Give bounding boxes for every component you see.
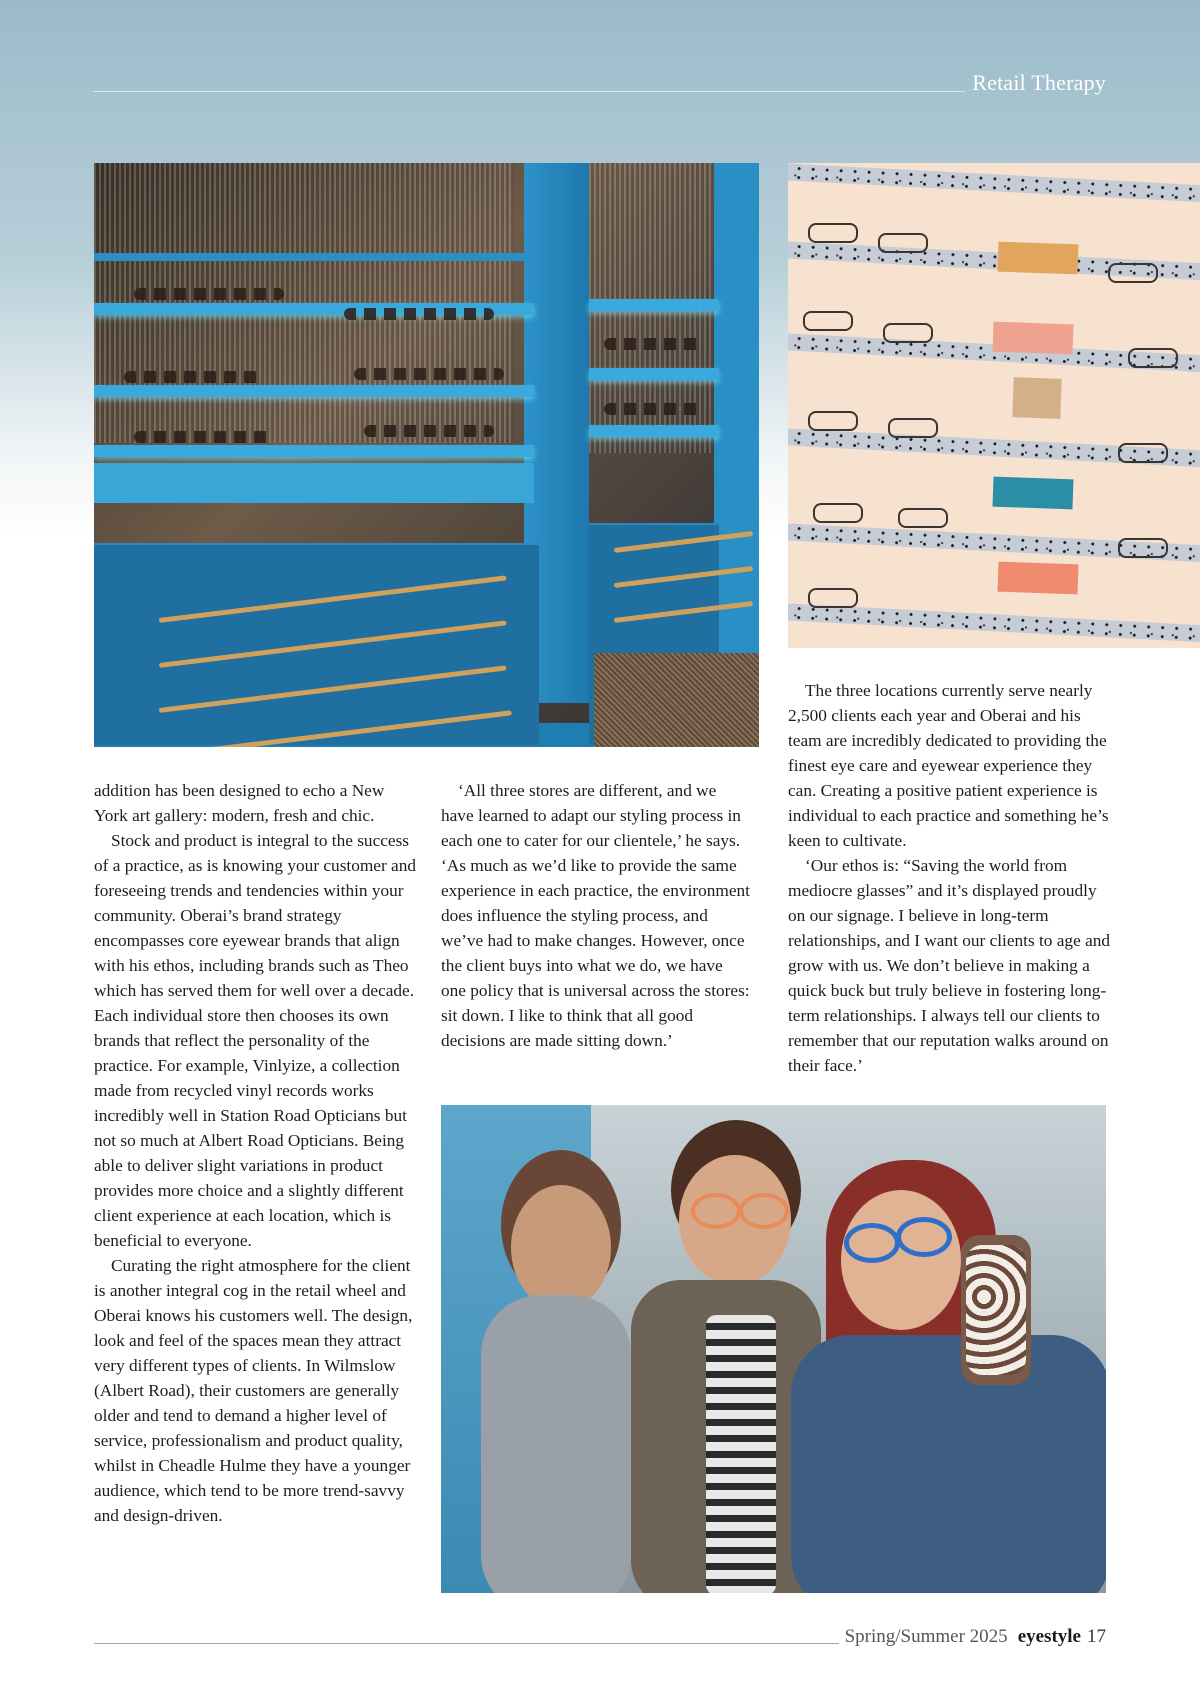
paragraph: addition has been designed to echo a New York art gallery: modern, fresh and chic. bbox=[94, 781, 385, 825]
paragraph: Stock and product is integral to the success of a practice, as is knowing your customer and foreseeing trends and tendencies within your community. Oberai’s brand strategy encompasses core eyewear brands that align with his ethos, including brands such as Theo which has served them for well over a decade. Each individual store then chooses its own brands that reflect the personality of the practice. For example, Vinlyize, a collection made from recycled vinyl records works incredibly well in Station Road Opticians but not so much at Albert Road Opticians. Being able to deliver slight variations in product provides more choice and a slightly different client experience at each location, which is beneficial to everyone. bbox=[94, 831, 417, 1250]
header-rule bbox=[93, 91, 965, 92]
text-column-right bbox=[788, 678, 1113, 1078]
text-column-left bbox=[94, 778, 419, 1528]
issue-label: Spring/Summer 2025 bbox=[844, 1626, 1008, 1647]
text-column-middle bbox=[441, 778, 751, 1053]
magazine-brand: eyestyle bbox=[1017, 1626, 1081, 1647]
footer-rule bbox=[94, 1643, 839, 1644]
section-title: Retail Therapy bbox=[972, 70, 1106, 95]
paragraph: The three locations currently serve nearly 2,500 clients each year and Oberai and his team are incredibly dedicated to providing the finest eye care and eyewear experience they can. Creating a positive patient experience is individual to each practice and something he’s keen to cultivate. bbox=[788, 681, 1109, 850]
paragraph: ‘All three stores are different, and we have learned to adapt our styling process in each one to cater for our clientele,’ he says. ‘As much as we’d like to provide the same experience in each practice, the environment does influence the styling process, and we’ve had to make changes. However, once the client buys into what we do, we have one policy that is universal across the stores: sit down. I like to think that all good decisions are made sitting down.’ bbox=[441, 781, 750, 1050]
paragraph: Curating the right atmosphere for the client is another integral cog in the retail wheel and Oberai knows his customers well. The design, look and feel of the spaces mean they attract very different types of clients. In Wilmslow (Albert Road), their customers are generally older and tend to demand a higher level of service, professionalism and product quality, whilst in Cheadle Hulme they have a younger audience, which tend to be more trend-savvy and design-driven. bbox=[94, 1256, 413, 1525]
page-number: 17 bbox=[1087, 1626, 1106, 1647]
paragraph: ‘Our ethos is: “Saving the world from mediocre glasses” and it’s displayed proudly on our signage. I believe in long-term relationships, and I want our clients to age and grow with us. We don’t believe in making a quick buck but truly believe in fostering long-term relationships. I always tell our clients to remember that our reputation walks around on their face.’ bbox=[788, 856, 1111, 1075]
cabinet-photo bbox=[94, 163, 759, 747]
footer bbox=[845, 1626, 1106, 1648]
people-photo bbox=[441, 1105, 1106, 1593]
shelves-photo bbox=[788, 163, 1200, 648]
